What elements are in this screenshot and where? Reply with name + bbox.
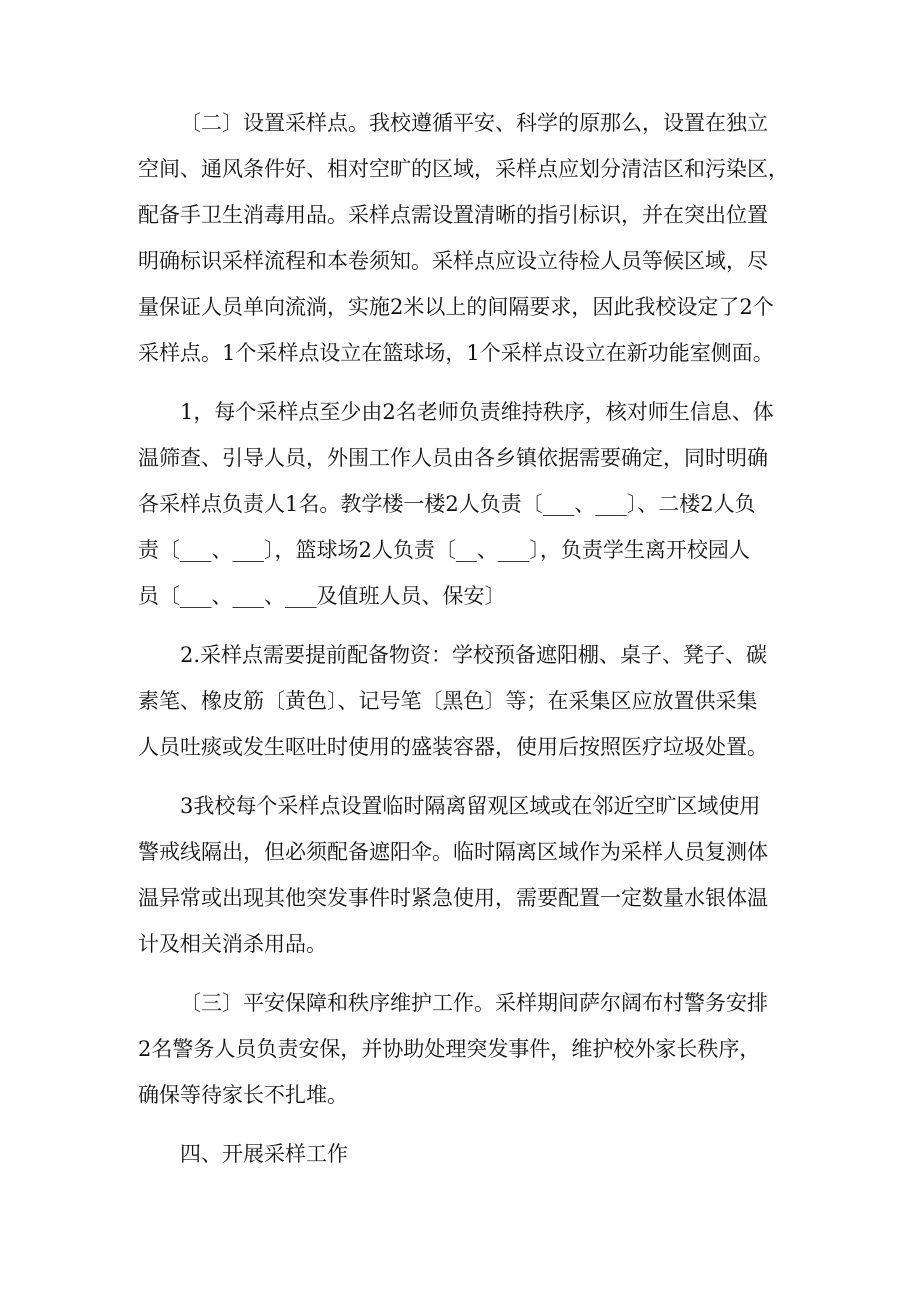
text-line: 温筛查、引导人员，外围工作人员由各乡镇依据需要确定，同时明确 bbox=[138, 446, 768, 470]
text-line: 确保等待家长不扎堆。 bbox=[138, 1083, 348, 1107]
document-body bbox=[138, 100, 808, 1190]
text-line: 采样点。1个采样点设立在篮球场，1个采样点设立在新功能室侧面。 bbox=[138, 341, 774, 365]
text-line: 量保证人员单向流淌，实施2米以上的间隔要求，因此我校设定了2个 bbox=[138, 295, 774, 319]
text-line: 空间、通风条件好、相对空旷的区域，采样点应划分清洁区和污染区， bbox=[138, 157, 789, 181]
text-line: 各采样点负责人1名。教学楼一楼2人负责〔___、___〕、二楼2人负 bbox=[138, 492, 756, 516]
text-line: 配备手卫生消毒用品。采样点需设置清晰的指引标识，并在突出位置 bbox=[138, 203, 768, 227]
text-line: 〔三〕平安保障和秩序维护工作。采样期间萨尔阔布村警务安排 bbox=[180, 991, 768, 1015]
text-line: 员〔___、___、___及值班人员、保安〕 bbox=[138, 584, 506, 608]
paragraph-security bbox=[138, 980, 808, 1118]
paragraph-staffing bbox=[138, 389, 808, 619]
text-line: 警戒线隔出，但必须配备遮阳伞。临时隔离区域作为采样人员复测体 bbox=[138, 840, 768, 864]
text-line: 〔二〕设置采样点。我校遵循平安、科学的原那么，设置在独立 bbox=[180, 111, 768, 135]
text-line: 明确标识采样流程和本卷须知。采样点应设立待检人员等候区域，尽 bbox=[138, 249, 768, 273]
text-line: 1，每个采样点至少由2名老师负责维持秩序，核对师生信息、体 bbox=[180, 400, 774, 424]
text-line: 责〔___、___〕，篮球场2人负责〔__、___〕，负责学生离开校园人 bbox=[138, 538, 750, 562]
text-line: 四、开展采样工作 bbox=[180, 1142, 348, 1166]
paragraph-isolation-area bbox=[138, 783, 808, 967]
text-line: 人员吐痰或发生呕吐时使用的盛装容器，使用后按照医疗垃圾处置。 bbox=[138, 735, 768, 759]
paragraph-sampling-points bbox=[138, 100, 808, 376]
paragraph-supplies bbox=[138, 632, 808, 770]
text-line: 计及相关消杀用品。 bbox=[138, 932, 327, 956]
text-line: 温异常或出现其他突发事件时紧急使用，需要配置一定数量水银体温 bbox=[138, 886, 768, 910]
text-line: 3我校每个采样点设置临时隔离留观区域或在邻近空旷区域使用 bbox=[180, 794, 761, 818]
text-line: 素笔、橡皮筋〔黄色〕、记号笔〔黑色〕等；在采集区应放置供采集 bbox=[138, 689, 758, 713]
section-heading bbox=[138, 1131, 808, 1177]
text-line: 2.采样点需要提前配备物资：学校预备遮阳棚、桌子、凳子、碳 bbox=[180, 643, 768, 667]
text-line: 2名警务人员负责安保，并协助处理突发事件，维护校外家长秩序， bbox=[138, 1037, 761, 1061]
